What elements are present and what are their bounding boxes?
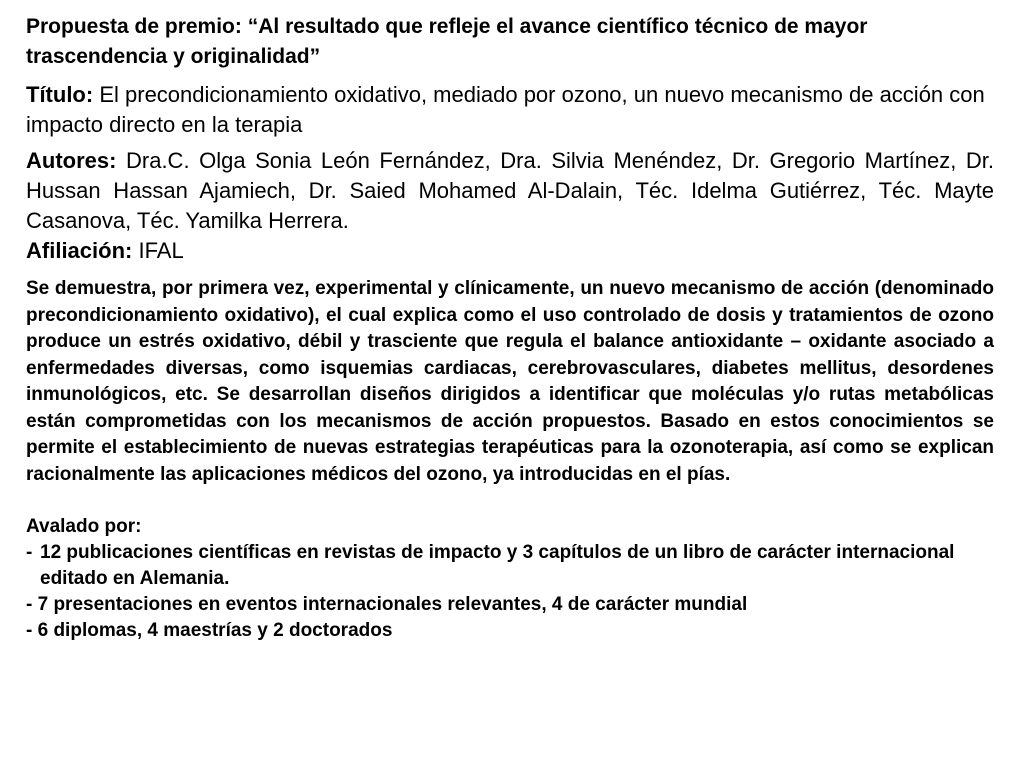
- endorsed-item-marker: -: [26, 594, 38, 615]
- summary-paragraph: Se demuestra, por primera vez, experimental y clínicamente, un nuevo mecanismo de acción (denominado precondicionamiento oxidativo), el cual explica como el uso controlado de dosis y tratamientos de ozono produce un estrés oxidativo, débil y trasciente que regula el balance antioxidante – oxidante asociado a enfermedades diversas, como isquemias cardiacas, cerebrovasculares, diabetes mellitus, desordenes inmunológicos, etc. Se desarrollan diseños dirigidos a identificar que moléculas y/o rutas metabólicas están comprometidas con los mecanismos de acción propuestos. Basado en estos conocimientos se permite el establecimiento de nuevas estrategias terapéuticas para la ozonoterapia, así como se explican racionalmente las aplicaciones médicos del ozono, ya introducidas en el pías.: [26, 278, 994, 485]
- authors-label: Autores:: [26, 148, 117, 173]
- affiliation-text: IFAL: [138, 238, 184, 263]
- endorsed-item-text: 6 diplomas, 4 maestrías y 2 doctorados: [37, 620, 393, 641]
- prize-label: Propuesta de premio:: [26, 15, 242, 38]
- endorsed-item-marker: -: [26, 620, 38, 641]
- endorsed-item: [26, 618, 994, 644]
- endorsed-item-text: 12 publicaciones científicas en revistas de impacto y 3 capítulos de un libro de carácter internacional editado en Alemania.: [40, 542, 955, 589]
- title-block: [26, 80, 994, 140]
- prize-proposal: [26, 12, 994, 72]
- affiliation-block: [26, 236, 994, 266]
- title-label: Título:: [26, 82, 94, 107]
- endorsed-item: [26, 540, 994, 592]
- title-text: El precondicionamiento oxidativo, mediado por ozono, un nuevo mecanismo de acción con impacto directo en la terapia: [26, 82, 985, 137]
- endorsed-item-text: 7 presentaciones en eventos internacionales relevantes, 4 de carácter mundial: [37, 594, 748, 615]
- endorsed-list: [26, 540, 994, 644]
- affiliation-label: Afiliación:: [26, 238, 133, 263]
- endorsed-item-marker: -: [26, 542, 33, 563]
- endorsed-item: [26, 592, 994, 618]
- authors-block: [26, 146, 994, 236]
- authors-text: Dra.C. Olga Sonia León Fernández, Dra. Silvia Menéndez, Dr. Gregorio Martínez, Dr. Hussan Hassan Ajamiech, Dr. Saied Mohamed Al-Dalain, Téc. Idelma Gutiérrez, Téc. Mayte Casanova, Téc. Yamilka Herrera.: [26, 148, 994, 233]
- endorsed-title: Avalado por:: [26, 516, 142, 537]
- prize-text: “Al resultado que refleje el avance científico técnico de mayor trascendencia y originalidad”: [26, 15, 868, 68]
